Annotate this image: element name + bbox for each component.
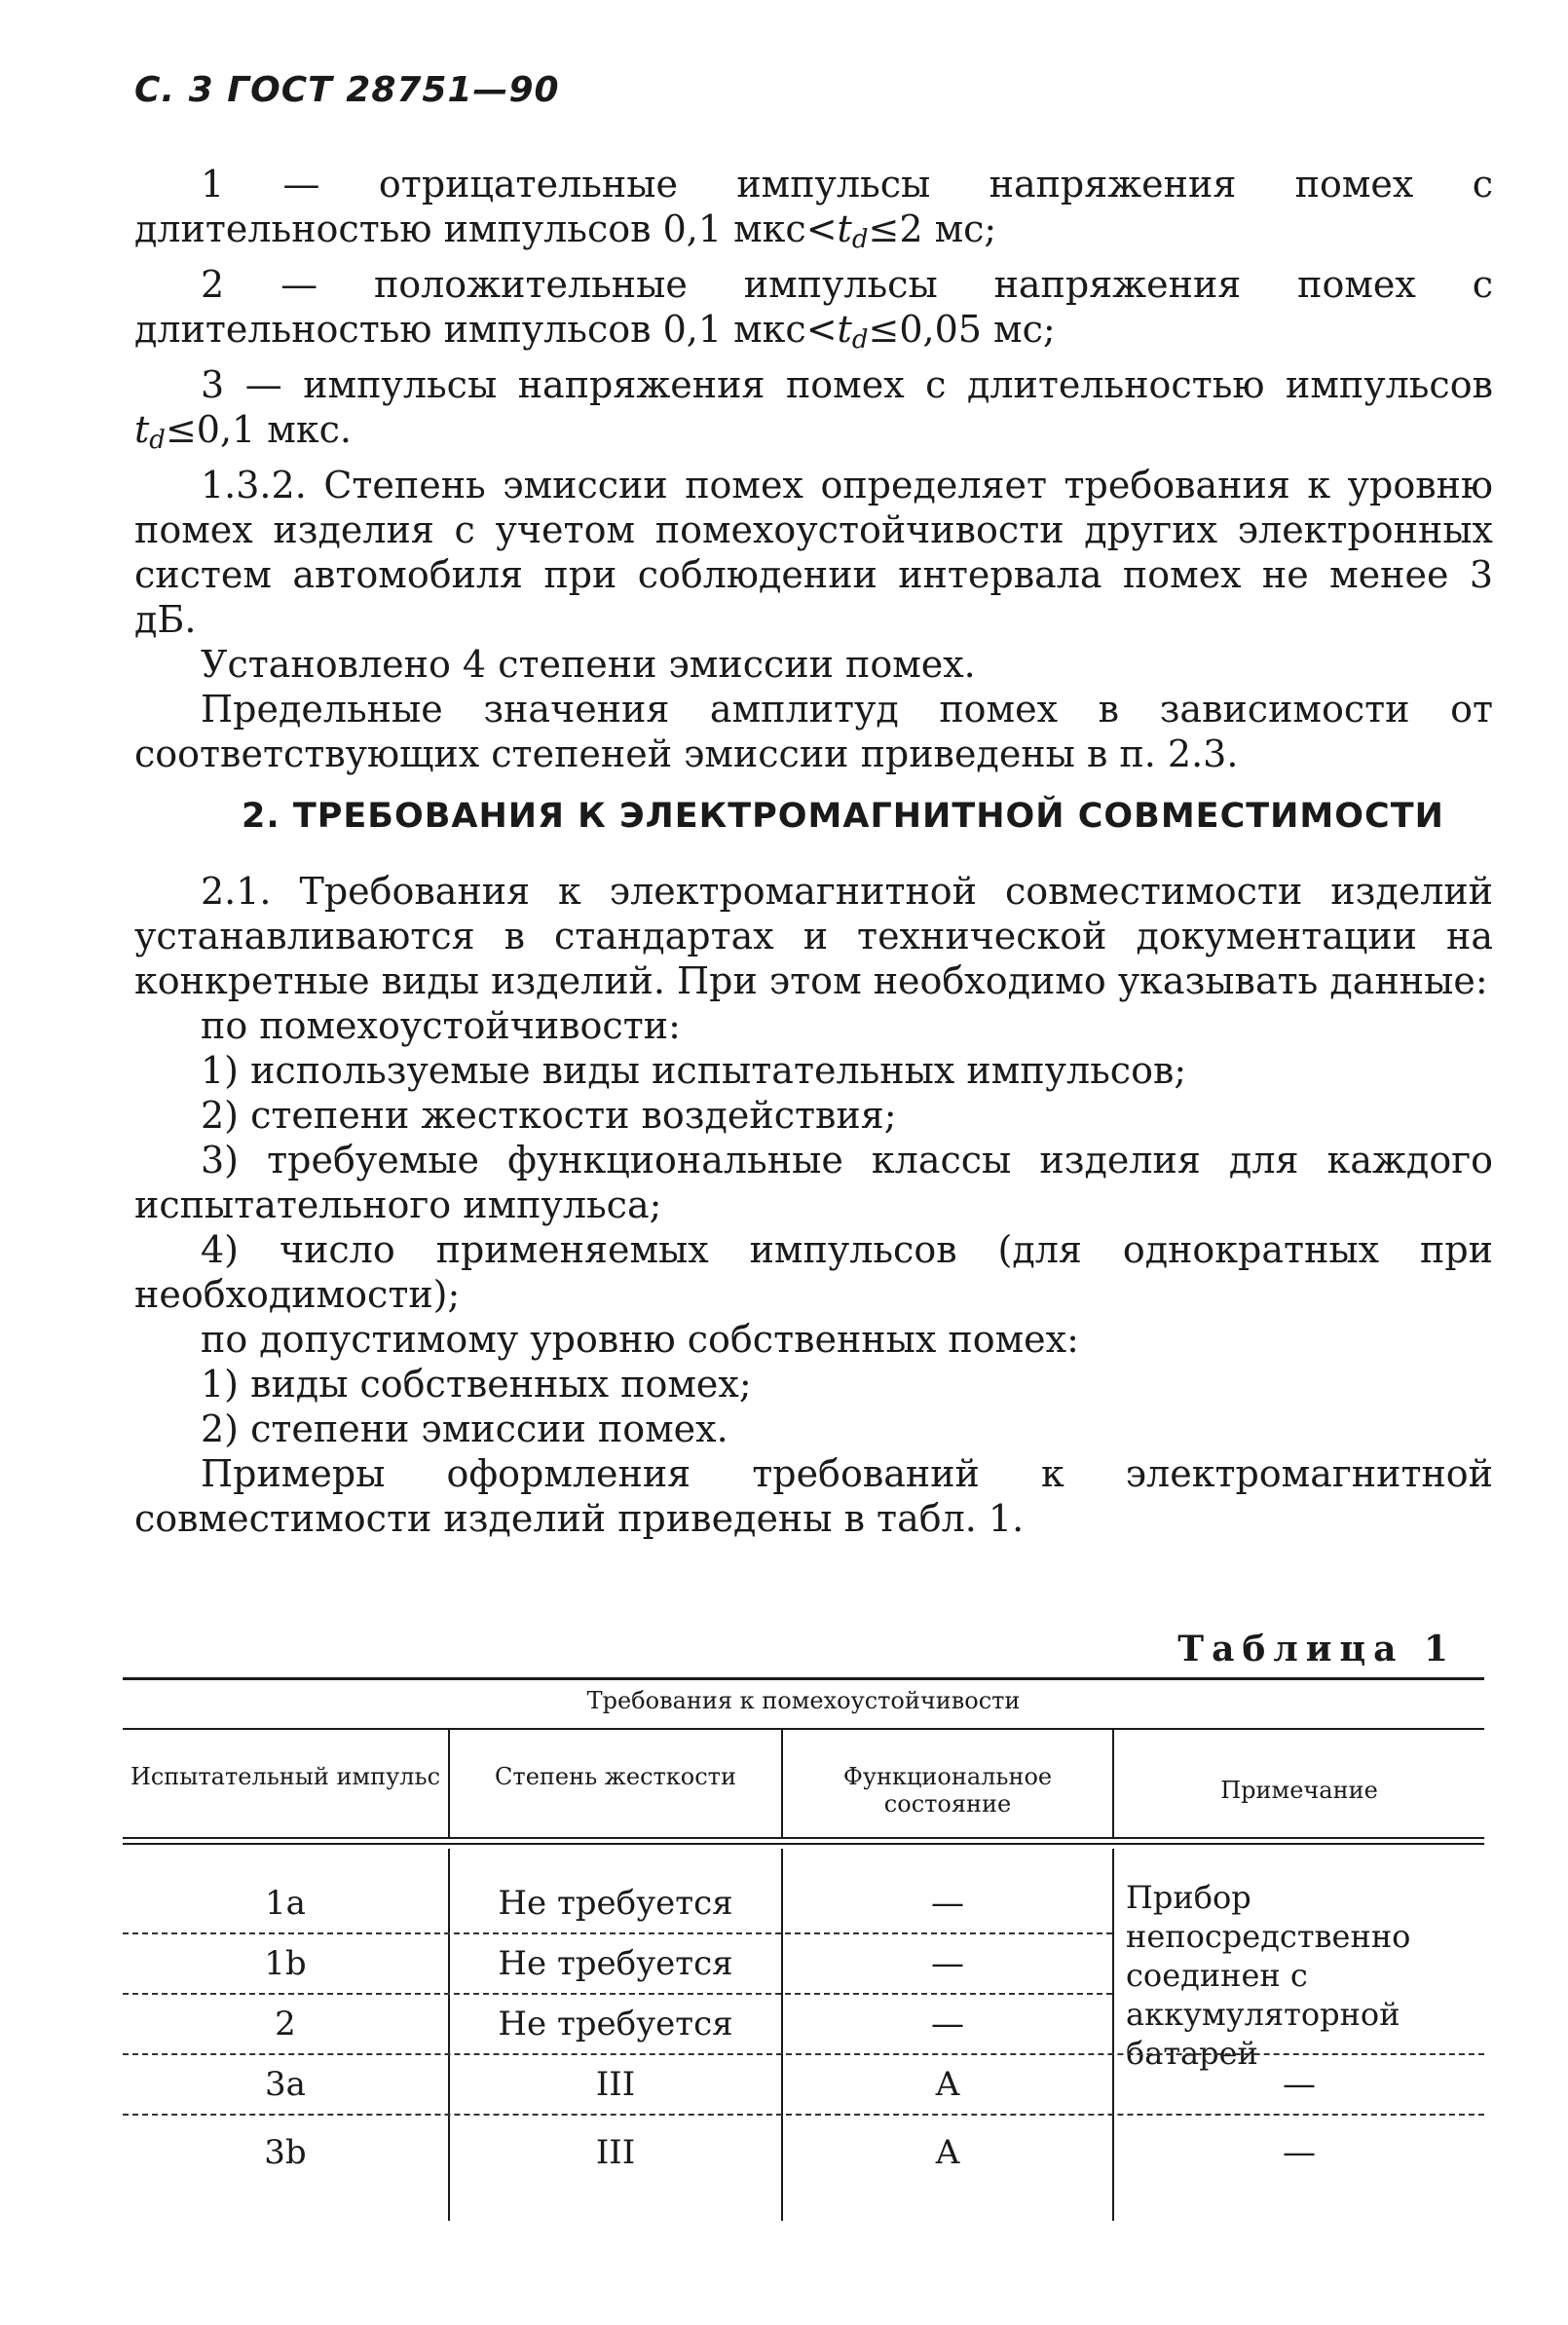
definition-2-text: 2 — положительные импульсы напряжения помех с длительностью импульсов 0,1 мкс< [134, 263, 1493, 351]
definition-1 [134, 162, 1493, 262]
definition-3-text: 3 — импульсы напряжения помех с длительностью импульсов [201, 363, 1493, 406]
pulse-cell: 3b [264, 2133, 307, 2172]
definition-1-end: ≤2 мс; [868, 207, 997, 250]
td-symbol: t [837, 207, 852, 250]
clause-2-1: 2.1. Требования к электромагнитной совместимости изделий устанавливаются в стандартах и технической документации на конкретные виды изделий. При этом необходимо указывать данные: [134, 870, 1493, 1002]
degree-cell: III [595, 2065, 636, 2104]
degree-cell: Не требуется [498, 1944, 733, 1983]
row-rule [123, 1932, 1112, 1934]
list-line: 4) число применяемых импульсов (для однократных при необходимости); [134, 1228, 1493, 1316]
td-symbol: t [837, 308, 852, 351]
merged-note-cell: Прибор непосредственно соединен с аккумуляторной батарей [1126, 1879, 1411, 2072]
state-cell: — [931, 2005, 964, 2044]
pulse-cell: 2 [275, 2005, 296, 2044]
note-cell: — [1283, 2065, 1316, 2104]
header-bottom-rule [123, 1843, 1484, 1845]
list-line: 2) степени жесткости воздействия; [201, 1094, 897, 1137]
pulse-cell: 1a [265, 1884, 306, 1923]
state-cell: A [935, 2065, 960, 2104]
table-top-rule [123, 1677, 1484, 1680]
td-subscript: d [149, 426, 166, 455]
pulse-cell: 1b [264, 1944, 307, 1983]
definition-1-text: 1 — отрицательные импульсы напряжения помех с длительностью импульсов 0,1 мкс< [134, 163, 1493, 250]
col-header-degree: Степень жесткости [495, 1763, 736, 1790]
definition-2 [134, 262, 1493, 362]
table-caption: Таблица 1 [1177, 1629, 1456, 1669]
section-2-body [134, 869, 1493, 1541]
td-subscript: d [851, 325, 869, 355]
col-header-pulse: Испытательный импульс [130, 1763, 441, 1790]
list-line: 1) используемые виды испытательных импульсов; [201, 1049, 1187, 1092]
state-cell: A [935, 2133, 960, 2172]
row-rule [123, 2053, 1484, 2055]
degree-cell: Не требуется [498, 2005, 733, 2044]
header-bottom-rule [123, 1837, 1484, 1839]
td-symbol: t [134, 408, 150, 451]
pulse-cell: 3a [265, 2065, 306, 2104]
limit-values: Предельные значения амплитуд помех в зависимости от соответствующих степеней эмиссии приведены в п. 2.3. [134, 688, 1493, 775]
group-header: Требования к помехоустойчивости [586, 1687, 1021, 1714]
row-rule [123, 2114, 1484, 2116]
td-subscript: d [851, 225, 869, 254]
col-header-note: Примечание [1220, 1777, 1378, 1804]
row-rule [123, 1993, 1112, 1995]
col-header-state: Функциональное состояние [842, 1763, 1053, 1818]
page-header: С. 3 ГОСТ 28751—90 [134, 70, 560, 110]
definition-2-end: ≤0,05 мс; [868, 308, 1056, 351]
definitions-block [134, 162, 1493, 776]
group-header-rule [123, 1728, 1484, 1730]
list-line: по помехоустойчивости: [201, 1004, 681, 1047]
list-line: 1) виды собственных помех; [201, 1363, 752, 1406]
degree-cell: III [595, 2133, 636, 2172]
examples-note: Примеры оформления требований к электромагнитной совместимости изделий приведены в табл. 1. [134, 1452, 1493, 1540]
clause-1-3-2: 1.3.2. Степень эмиссии помех определяет требования к уровню помех изделия с учетом помехоустойчивости других электронных систем автомобиля при соблюдении интервала помех не менее 3 дБ. [134, 464, 1493, 641]
definition-3 [134, 362, 1493, 463]
state-cell: — [931, 1944, 964, 1983]
state-cell: — [931, 1884, 964, 1923]
section-2-heading: 2. ТРЕБОВАНИЯ К ЭЛЕКТРОМАГНИТНОЙ СОВМЕСТИМОСТИ [242, 797, 1444, 836]
list-line: по допустимому уровню собственных помех: [201, 1318, 1079, 1361]
list-line: 2) степени эмиссии помех. [201, 1407, 728, 1450]
definition-3-end: ≤0,1 мкс. [165, 408, 352, 451]
list-line: 3) требуемые функциональные классы изделия для каждого испытательного импульса; [134, 1139, 1493, 1226]
emission-degrees: Установлено 4 степени эмиссии помех. [201, 643, 976, 686]
degree-cell: Не требуется [498, 1884, 733, 1923]
note-cell: — [1283, 2133, 1316, 2172]
